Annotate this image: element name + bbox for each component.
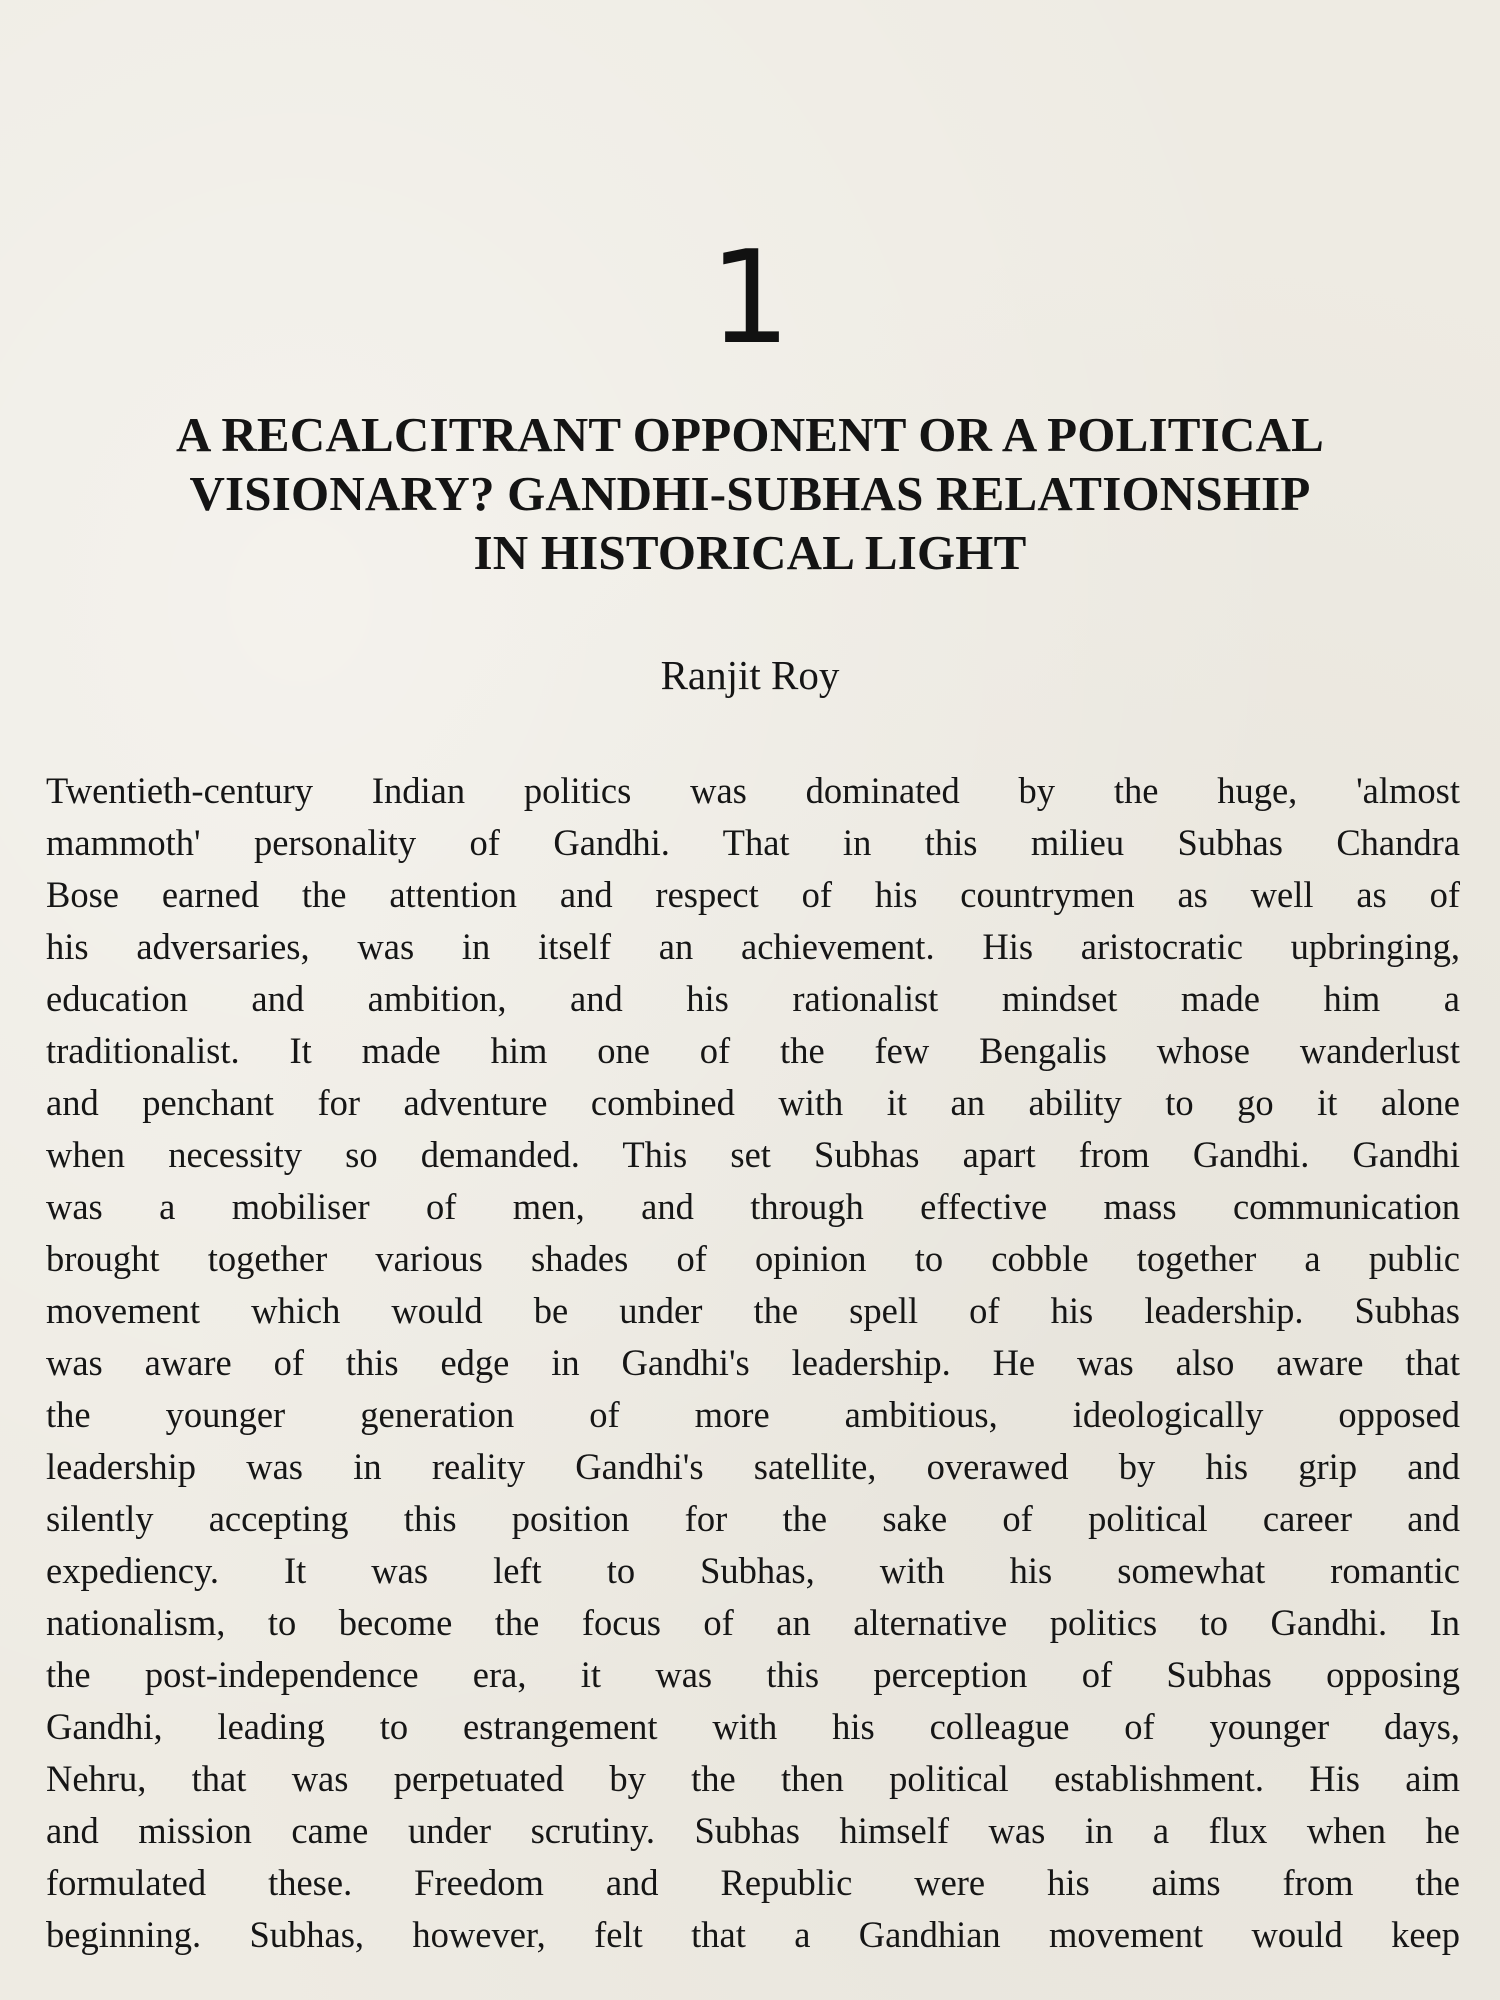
text-line: the post-independence era, it was this perception of Subhas opposing — [46, 1654, 1460, 1695]
text-line: silently accepting this position for the sake of political career and — [46, 1498, 1460, 1539]
text-line: leadership was in reality Gandhi's satellite, overawed by his grip and — [46, 1446, 1460, 1487]
body-paragraph — [46, 765, 1460, 1961]
text-line: brought together various shades of opinion to cobble together a public — [46, 1238, 1460, 1279]
text-line: and mission came under scrutiny. Subhas himself was in a flux when he — [46, 1810, 1460, 1851]
text-line: Nehru, that was perpetuated by the then political establishment. His aim — [46, 1758, 1460, 1799]
text-line: the younger generation of more ambitious, ideologically opposed — [46, 1394, 1460, 1435]
chapter-title-line: IN HISTORICAL LIGHT — [473, 525, 1027, 580]
text-line: Gandhi, leading to estrangement with his colleague of younger days, — [46, 1706, 1460, 1747]
text-line: formulated these. Freedom and Republic were his aims from the — [46, 1862, 1460, 1903]
text-line: was aware of this edge in Gandhi's leadership. He was also aware that — [46, 1342, 1460, 1383]
chapter-title-line: A RECALCITRANT OPPONENT OR A POLITICAL — [176, 407, 1324, 462]
chapter-number: 1 — [709, 224, 791, 373]
text-line: traditionalist. It made him one of the few Bengalis whose wanderlust — [46, 1030, 1460, 1071]
text-line: beginning. Subhas, however, felt that a Gandhian movement would keep — [46, 1914, 1460, 1955]
text-line: Bose earned the attention and respect of his countrymen as well as of — [46, 874, 1460, 915]
chapter-title-line: VISIONARY? GANDHI-SUBHAS RELATIONSHIP — [189, 466, 1311, 521]
text-line: movement which would be under the spell of his leadership. Subhas — [46, 1290, 1460, 1331]
text-line: his adversaries, was in itself an achievement. His aristocratic upbringing, — [46, 926, 1460, 967]
text-line: Twentieth-century Indian politics was dominated by the huge, 'almost — [46, 770, 1460, 811]
chapter-title — [60, 405, 1440, 582]
text-line: and penchant for adventure combined with it an ability to go it alone — [46, 1082, 1460, 1123]
text-line: when necessity so demanded. This set Subhas apart from Gandhi. Gandhi — [46, 1134, 1460, 1175]
text-line: was a mobiliser of men, and through effective mass communication — [46, 1186, 1460, 1227]
author-name: Ranjit Roy — [660, 652, 840, 698]
text-line: mammoth' personality of Gandhi. That in this milieu Subhas Chandra — [46, 822, 1460, 863]
text-line: education and ambition, and his rationalist mindset made him a — [46, 978, 1460, 1019]
text-line: nationalism, to become the focus of an alternative politics to Gandhi. In — [46, 1602, 1460, 1643]
text-line: expediency. It was left to Subhas, with his somewhat romantic — [46, 1550, 1460, 1591]
